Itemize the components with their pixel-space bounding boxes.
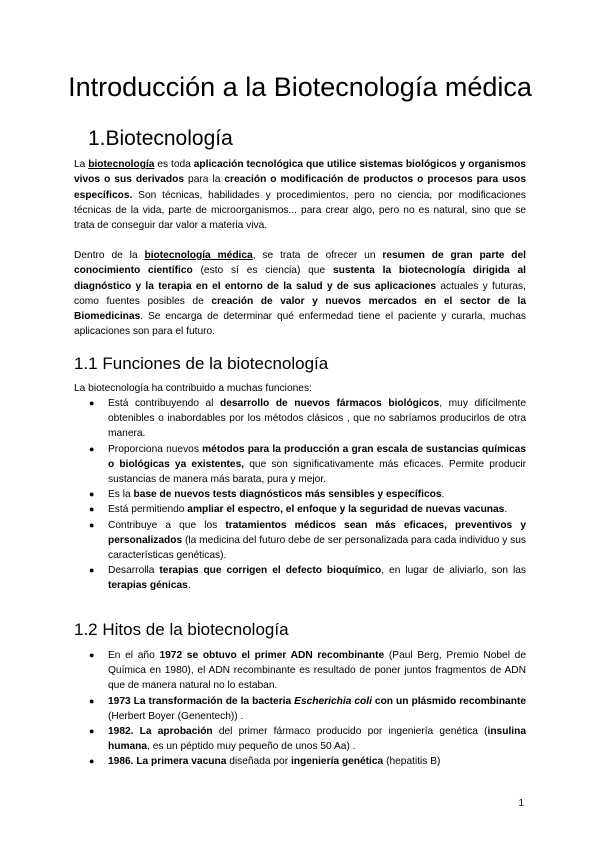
paragraph-biotecnologia-medica [74, 248, 526, 340]
text-run: base de nuevos tests diagnósticos más sensibles y específicos [133, 489, 442, 501]
text-run: Contribuye a que los [108, 519, 226, 531]
text-run: sustenta la biotecnología dirigida al diagnóstico y la terapia en el entorno de la salud y de sus aplicaciones [74, 265, 527, 292]
list-item [74, 724, 526, 754]
section-heading-biotecnologia: 1.Biotecnología [88, 127, 233, 150]
section-heading-funciones: 1.1 Funciones de la biotecnología [74, 354, 329, 373]
list-item [74, 396, 526, 442]
list-item [74, 442, 526, 488]
text-run: La [74, 159, 89, 170]
text-run: Es la [108, 489, 134, 501]
list-item [74, 518, 526, 564]
text-run: con un plásmido recombinante [371, 695, 526, 707]
bullet-icon: ● [89, 504, 95, 515]
list-item [74, 502, 526, 517]
hitos-list [74, 648, 526, 770]
text-run: aplicación tecnológica que utilice sistemas biológicos y organismos vivos o sus derivados [74, 159, 526, 186]
text-run: biotecnología médica [144, 250, 253, 261]
text-run: 1986. La primera vacuna [108, 756, 227, 768]
text-run: (la medicina del futuro debe de ser personalizada para cada individuo y sus características genéticas). [108, 534, 526, 562]
text-run: , muy difícilmente obtenibles o inabordables por los métodos clásicos , que no sabríamos producirlos de otra manera. [108, 398, 527, 440]
text-run: (esto sí es ciencia) que [192, 265, 333, 277]
list-item [74, 563, 526, 593]
text-run: tratamientos médicos sean más eficaces, preventivos y personalizados [108, 519, 526, 546]
list-item [74, 487, 526, 502]
list-item [74, 694, 526, 724]
text-run: . [504, 504, 508, 516]
text-run: , en lugar de aliviarlo, son las [381, 565, 527, 577]
text-run: terapias génicas [108, 580, 188, 592]
bullet-icon: ● [89, 756, 95, 767]
bullet-icon: ● [89, 695, 95, 706]
text-run: , es un péptido muy pequeño de unos 50 Aa) . [147, 741, 356, 753]
text-run: 1973 La transformación de la bacteria [108, 695, 295, 707]
text-run: Desarrolla [108, 565, 160, 577]
text-run: . [441, 489, 445, 501]
text-run: ampliar el espectro, el enfoque y la seguridad de nuevas vacunas [187, 504, 505, 516]
text-run: ingeniería genética [290, 756, 384, 768]
text-run: desarrollo de nuevos fármacos biológicos [220, 398, 440, 409]
funciones-intro: La biotecnología ha contribuido a muchas funciones: [74, 383, 312, 394]
text-run: . [187, 580, 191, 592]
text-run: biotecnología [88, 159, 155, 170]
text-run: actuales y futuras, como fuentes posibles de [74, 280, 526, 307]
text-run: (Herbert Boyer (Genentech)) . [108, 710, 244, 722]
text-run: Son técnicas, habilidades y procedimientos, pero no ciencia, por modificaciones técnicas de la vida, parte de microorganismos... para crear algo, pero no es natural, sino que se trata de conseguir dar valor a materia viva. [74, 189, 526, 232]
text-run: . Se encarga de determinar qué enfermedad tiene el paciente y curarla, muchas aplicaciones son para el futuro. [74, 311, 526, 338]
funciones-list [74, 396, 526, 594]
bullet-icon: ● [89, 650, 95, 660]
section-heading-hitos: 1.2 Hitos de la biotecnología [74, 620, 289, 639]
bullet-icon: ● [89, 489, 95, 500]
text-run: (Paul Berg, Premio Nobel de Química en 1980), el ADN recombinante es resultado de poner juntos fragmentos de ADN que de manera natural no lo estaban. [108, 650, 526, 692]
list-item [74, 754, 526, 769]
bullet-icon: ● [89, 565, 95, 576]
paragraph-definition [74, 157, 526, 233]
text-run: Escherichia coli [294, 695, 372, 707]
text-run: 1972 se obtuvo el primer ADN recombinante [159, 650, 385, 661]
text-run: resumen de gran parte del conocimiento científico [74, 250, 526, 277]
document-title: Introducción a la Biotecnología médica [68, 72, 532, 102]
bullet-icon: ● [89, 443, 95, 454]
text-run: terapias que corrigen el defecto bioquímico [159, 565, 382, 577]
page-number: 1 [518, 798, 524, 809]
list-item [74, 648, 526, 694]
text-run: Proporciona nuevos [108, 443, 203, 455]
text-run: 1982. La aprobación [108, 726, 213, 738]
text-run: es toda [154, 159, 194, 170]
text-run: , se trata de ofrecer un [252, 250, 383, 261]
bullet-icon: ● [89, 726, 95, 737]
text-run: para la [184, 174, 225, 186]
text-run: diseñada por [226, 756, 291, 768]
text-run: Está contribuyendo al [108, 398, 220, 409]
text-run: creación o modificación de productos o procesos para usos específicos. [74, 174, 526, 201]
bullet-icon: ● [89, 398, 95, 408]
text-run: que son significativamente más eficaces. Permite producir sustancias de manera más barata, pura y mejor. [108, 458, 526, 486]
text-run: insulina humana [108, 726, 526, 753]
text-run: Está permitiendo [108, 504, 188, 516]
text-run: Dentro de la [74, 250, 145, 261]
text-run: creación de valor y nuevos mercados en el sector de la Biomedicinas [74, 295, 526, 323]
text-run: En el año [108, 650, 160, 661]
bullet-icon: ● [89, 519, 95, 530]
text-run: métodos para la producción a gran escala de sustancias químicas o biológicas ya existentes, [108, 443, 526, 470]
text-run: (hepatitis B) [383, 756, 441, 768]
text-run: del primer fármaco producido por ingeniería genética ( [212, 726, 488, 738]
